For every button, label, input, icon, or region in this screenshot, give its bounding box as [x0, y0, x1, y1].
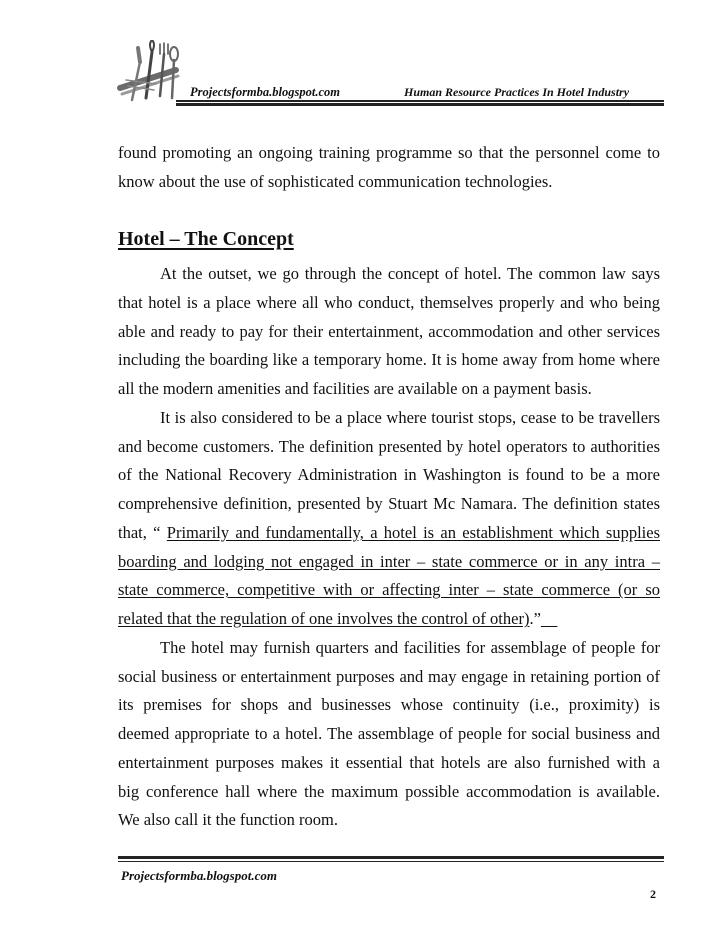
footer-divider [118, 861, 664, 862]
paragraph-3-line: deemed appropriate to a hotel. The assemblage of people for social business and [118, 724, 660, 743]
body-text-line: found promoting an ongoing training programme so that the personnel come to [118, 143, 660, 162]
trailing-underline [541, 609, 558, 628]
paragraph-2-quote-line [118, 523, 660, 543]
paragraph-1-line: including the boarding like a temporary home. It is home away from home where [118, 350, 660, 369]
quoted-definition-end: related that the regulation of one involves the control of other) [118, 609, 530, 628]
body-text-line: know about the use of sophisticated communication technologies. [118, 172, 553, 191]
paragraph-2-line: It is also considered to be a place where tourist stops, cease to be travellers [160, 408, 660, 427]
paragraph-1-line: At the outset, we go through the concept of hotel. The common law says [160, 264, 660, 283]
footer-divider-thick [118, 856, 664, 859]
paragraph-3-line: The hotel may furnish quarters and facilities for assemblage of people for [160, 638, 660, 657]
quote-close: .” [529, 609, 541, 628]
paragraph-1-line: that hotel is a place where all who conduct, themselves properly and who being [118, 293, 660, 312]
paragraph-2-line: and become customers. The definition presented by hotel operators to authorities [118, 437, 660, 456]
paragraph-2-quote-end-line [118, 609, 660, 629]
paragraph-3-line: social business or entertainment purposes and may engage in retaining portion of [118, 667, 660, 686]
paragraph-3-line: its premises for shops and businesses whose continuity (i.e., proximity) is [118, 695, 660, 714]
paragraph-2-line: comprehensive definition, presented by Stuart Mc Namara. The definition states [118, 494, 660, 513]
cutlery-logo-icon [116, 40, 188, 102]
paragraph-3-line: We also call it the function room. [118, 810, 338, 829]
quoted-definition-line: state commerce, competitive with or affecting inter – state commerce (or so [118, 580, 660, 599]
paragraph-1-line: able and ready to pay for their entertainment, accommodation and other services [118, 322, 660, 341]
paragraph-1-line: all the modern amenities and facilities are available on a payment basis. [118, 379, 592, 398]
header-site-name: Projectsformba.blogspot.com [190, 85, 340, 99]
page-number: 2 [650, 887, 656, 901]
footer-site-name: Projectsformba.blogspot.com [121, 868, 277, 883]
quote-intro: that, “ [118, 523, 167, 542]
quoted-definition: Primarily and fundamentally, a hotel is an establishment which supplies [166, 523, 660, 542]
paragraph-3-line: big conference hall where the maximum possible accommodation is available. [118, 782, 660, 801]
header-document-title: Human Resource Practices In Hotel Industry [404, 85, 630, 99]
header-divider [176, 100, 664, 102]
paragraph-3-line: entertainment purposes makes it essential that hotels are also furnished with a [118, 753, 660, 772]
quoted-definition-line: boarding and lodging not engaged in inter – state commerce or in any intra – [118, 552, 660, 571]
header-divider-thick [176, 103, 664, 106]
section-heading: Hotel – The Concept [118, 228, 294, 250]
paragraph-2-line: of the National Recovery Administration in Washington is found to be a more [118, 465, 660, 484]
